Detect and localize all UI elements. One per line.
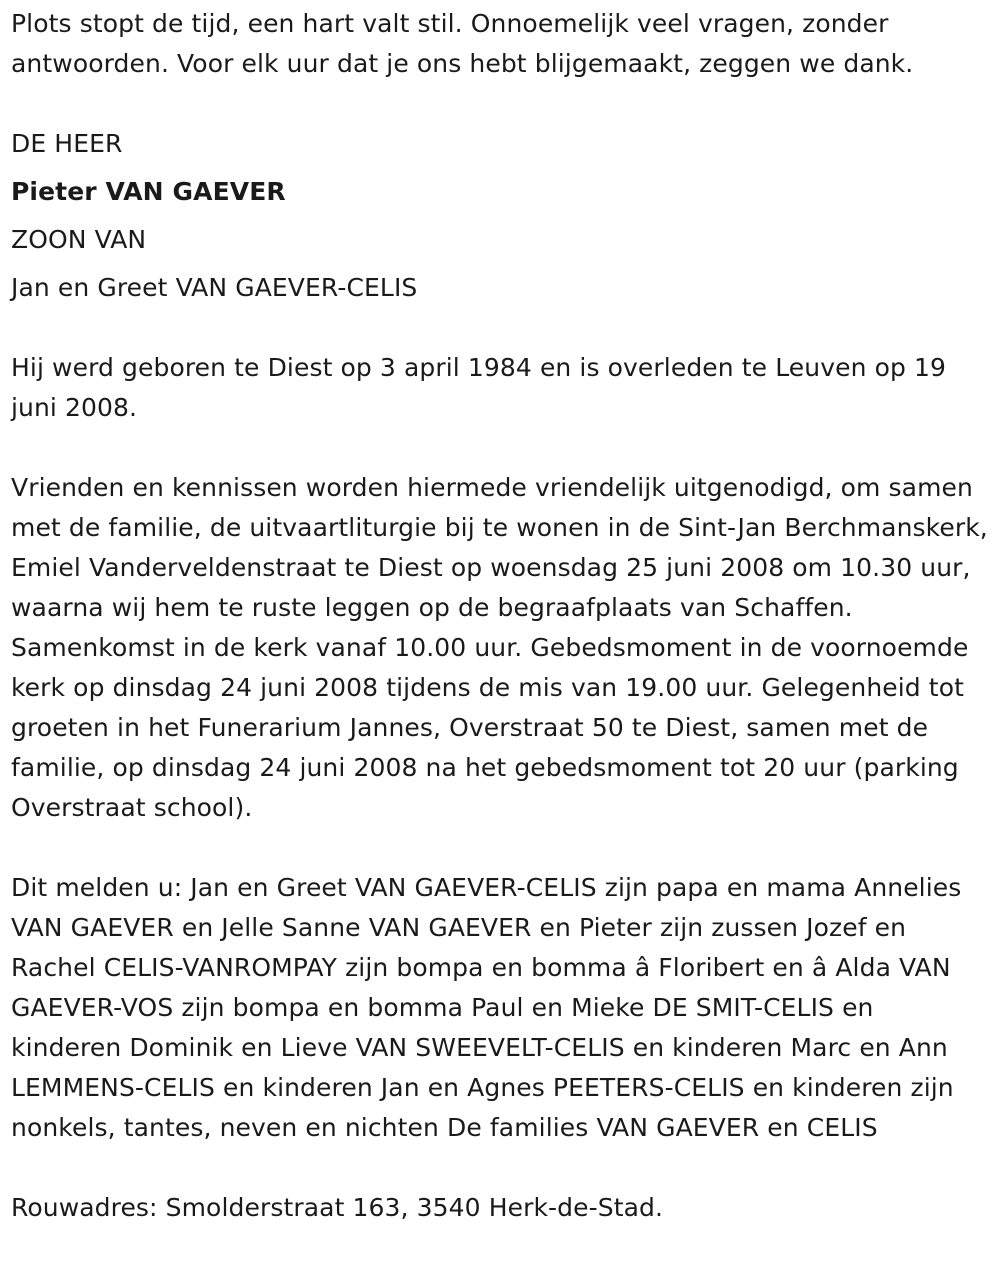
birth-death-text: Hij werd geboren te Diest op 3 april 1984 en is overleden te Leuven op 19 juni 2008. (11, 353, 946, 422)
title-line: DE HEER (11, 129, 123, 158)
parents-line: Jan en Greet VAN GAEVER-CELIS (11, 273, 418, 302)
relation-line: ZOON VAN (11, 225, 147, 254)
intro-text: Plots stopt de tijd, een hart valt stil. Onnoemelijk veel vragen, zonder antwoorden. Voor elk uur dat je ons hebt blijgemaakt, zeggen we dank. (11, 9, 914, 78)
ceremony-text: Vrienden en kennissen worden hiermede vriendelijk uitgenodigd, om samen met de familie, de uitvaartliturgie bij te wonen in de Sint-Jan Berchmanskerk, Emiel Vanderveldenstraat te Diest op woensdag 25 juni 2008 om 10.30 uur, waarna wij hem te ruste leggen op de begraafplaats van Schaffen. Samenkomst in de kerk vanaf 10.00 uur. Gebedsmoment in de voornoemde kerk op dinsdag 24 juni 2008 tijdens de mis van 19.00 uur. Gelegenheid tot groeten in het Funerarium Jannes, Overstraat 50 te Diest, samen met de familie, op dinsdag 24 juni 2008 na het gebedsmoment tot 20 uur (parking Overstraat school). (11, 473, 988, 822)
family-text: Dit melden u: Jan en Greet VAN GAEVER-CELIS zijn papa en mama Annelies VAN GAEVER en Jelle Sanne VAN GAEVER en Pieter zijn zussen Jozef en Rachel CELIS-VANROMPAY zijn bompa en bomma â Floribert en â Alda VAN GAEVER-VOS zijn bompa en bomma Paul en Mieke DE SMIT-CELIS en kinderen Dominik en Lieve VAN SWEEVELT-CELIS en kinderen Marc en Ann LEMMENS-CELIS en kinderen Jan en Agnes PEETERS-CELIS en kinderen zijn nonkels, tantes, neven en nichten De families VAN GAEVER en CELIS (11, 873, 962, 1142)
deceased-name: Pieter VAN GAEVER (11, 177, 286, 206)
address-text: Rouwadres: Smolderstraat 163, 3540 Herk-de-Stad. (11, 1193, 664, 1222)
deceased-heading (11, 124, 990, 308)
